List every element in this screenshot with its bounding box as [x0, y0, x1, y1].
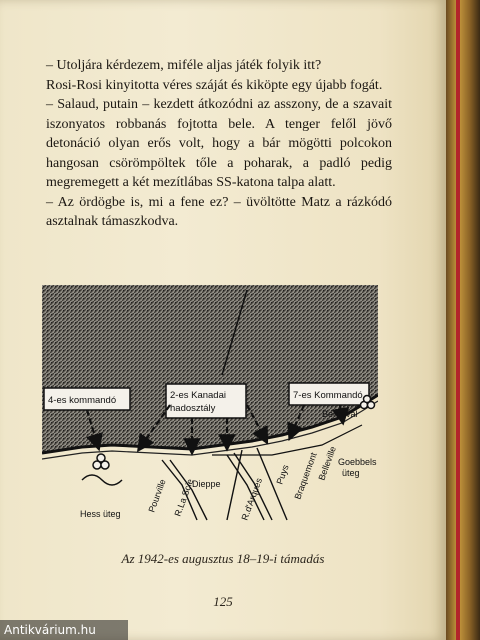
figure-caption: Az 1942-es augusztus 18–19-i támadás: [121, 551, 325, 566]
hess-battery-symbol: [82, 454, 122, 485]
place-pourville: Pourville: [146, 477, 168, 514]
box-4-kommando: [44, 388, 130, 410]
place-rscie: R.La Scie: [172, 477, 196, 518]
box-2-kanadai-line2: hadosztály: [170, 403, 216, 414]
place-braquemont: Braquemont: [292, 451, 319, 501]
box-7-kommando-label: 7-es Kommandó: [293, 390, 363, 401]
place-puys: Puys: [274, 463, 291, 486]
place-belleville: Belleville: [316, 444, 339, 482]
place-dieppe: Dieppe: [192, 479, 221, 489]
page-number: 125: [213, 594, 233, 609]
place-goebbels-2: üteg: [342, 468, 360, 478]
dieppe-raid-map: [42, 285, 378, 525]
box-2-kanadai-line1: 2-es Kanadai: [170, 390, 226, 401]
place-hess: Hess üteg: [80, 509, 121, 519]
spine-stripe: [456, 0, 460, 640]
watermark: Antikvárium.hu: [0, 620, 128, 640]
place-rarques: R.d'Arques: [239, 476, 265, 522]
box-4-kommando-label: 4-es kommandó: [48, 395, 117, 406]
paragraph-1: – Utoljára kérdezem, miféle aljas játék folyik itt?: [46, 58, 322, 73]
box-2-kanadai: [166, 384, 246, 418]
paragraph-2: Rosi-Rosi kinyitotta véres száját és kiköpte egy újabb fogát.: [46, 77, 383, 93]
paragraph-4: – Az ördögbe is, mi a fene ez? – üvöltötte Matz a rázkódó asztalnak támaszkodva.: [46, 194, 392, 229]
paragraph-3: – Salaud, putain – kezdett átkozódni az asszony, de a szavait iszonyatos robbanás fojtotta bele. A tenger felől jövő detonáció olyan erős volt, hogy a bár mögötti polcokon hangosan csörömpöltek tőle a poharak, a padló pedig megremegett a két mezítlábas SS-katona talpa alatt.: [46, 97, 392, 190]
place-goebbels-1: Goebbels: [338, 457, 377, 467]
book-spine: [446, 0, 480, 640]
body-text: [46, 56, 392, 232]
place-berneval: Berneval: [322, 409, 358, 419]
box-7-kommando: [289, 383, 369, 405]
